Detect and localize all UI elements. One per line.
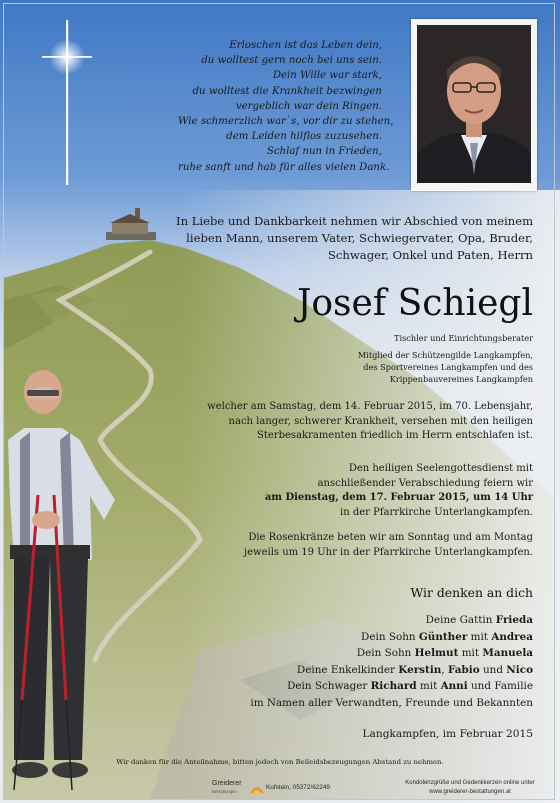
service-line: Den heiligen Seelengottesdienst mit — [348, 463, 533, 474]
poem-line: du wolltest gern noch bei uns sein. — [201, 55, 382, 67]
poem-line: Wie schmerzlich war`s, vor dir zu stehen, — [178, 116, 394, 128]
farewell-intro — [176, 213, 533, 265]
funeral-home-contact: Kufstein, 05372/62249 — [266, 784, 330, 791]
intro-line: In Liebe und Dankbarkeit nehmen wir Abschied von meinem — [176, 214, 534, 228]
profession: Tischler und Einrichtungsberater — [394, 333, 533, 343]
sun-logo-icon — [249, 781, 265, 795]
mourner-line: Dein Schwager Richard mit Anni und Familie — [287, 680, 533, 693]
poem-line: Dein Wille war stark, — [272, 70, 382, 82]
poem-line: vergeblich war dein Ringen. — [235, 100, 382, 112]
portrait-photo — [411, 19, 537, 191]
service-line: in der Pfarrkirche Unterlangkampfen. — [340, 506, 533, 518]
memorial-poem — [178, 38, 394, 175]
mourner-line: Deine Gattin Frieda — [425, 614, 533, 626]
thanks-note: Wir danken für die Anteilnahme, bitten jedoch von Beileidsbezeugungen Abstand zu nehmen. — [116, 758, 444, 766]
poem-line: Schlaf nun in Frieden, — [266, 146, 382, 158]
intro-line: lieben Mann, unserem Vater, Schwiegervater, Opa, Bruder, — [186, 231, 533, 246]
rosary-notice — [244, 531, 533, 560]
death-notice-line: nach langer, schwerer Krankheit, versehen mit den heiligen — [228, 415, 533, 427]
membership-line: Krippenbauvereines Langkampfen — [389, 374, 533, 384]
mourner-line: Dein Sohn Helmut mit Manuela — [356, 647, 533, 660]
deceased-name: Josef Schiegl — [296, 283, 533, 324]
service-date: am Dienstag, dem 17. Februar 2015, um 14 Uhr — [264, 492, 533, 504]
membership-line: des Sportvereines Langkampfen und des — [363, 362, 533, 372]
poem-line: du wolltest die Krankheit bezwingen — [192, 85, 382, 97]
poem-line: Erloschen ist das Leben dein, — [229, 40, 382, 51]
rosary-line: Die Rosenkränze beten wir am Sonntag und am Montag — [248, 532, 533, 543]
mourner-line: Deine Enkelkinder Kerstin, Fabio und Nico — [296, 663, 533, 676]
poem-line: dem Leiden hilflos zuzusehen. — [226, 131, 382, 143]
profession-and-memberships — [290, 332, 533, 385]
death-notice — [207, 400, 533, 444]
portrait-image — [417, 25, 531, 183]
death-notice-line: Sterbesakramenten friedlich im Herrn entschlafen ist. — [257, 430, 533, 442]
remembrance-heading: Wir denken an dich — [410, 585, 533, 600]
funeral-service — [265, 462, 533, 520]
mourner-line: Dein Sohn Günther mit Andrea — [361, 630, 533, 643]
funeral-home-logo: Greiderer Bestattungen — [212, 780, 242, 794]
membership-line: Mitglied der Schützengilde Langkampfen, — [357, 350, 533, 360]
place-and-date: Langkampfen, im Februar 2015 — [362, 728, 533, 740]
death-notice-line: welcher am Samstag, dem 14. Februar 2015, im 70. Lebensjahr, — [207, 401, 533, 412]
rosary-line: jeweils um 19 Uhr in der Pfarrkirche Unterlangkampfen. — [244, 546, 533, 558]
intro-line: Schwager, Onkel und Paten, Herrn — [327, 248, 533, 263]
service-line: anschließender Verabschiedung feiern wir — [317, 477, 533, 489]
mourner-line: im Namen aller Verwandten, Freunde und Bekannten — [250, 696, 533, 709]
mourners-list — [250, 612, 533, 712]
online-condolence-note: Kondolenzgrüße und Gedenkkerzen online unter www.greiderer-bestattungen.at — [405, 780, 535, 795]
poem-line: ruhe sanft und hab für alles vielen Dank. — [178, 161, 390, 173]
